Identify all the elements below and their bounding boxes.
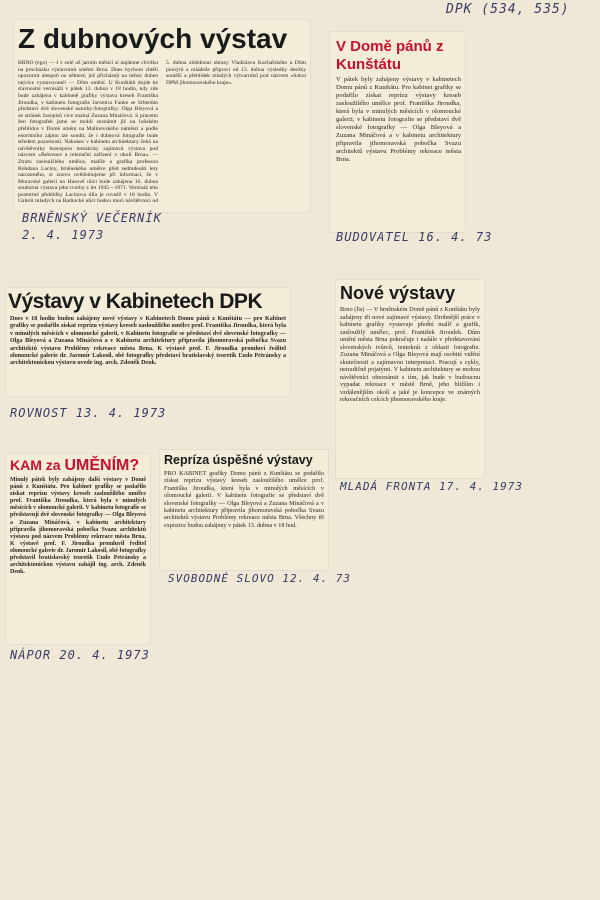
clipping-headline: Výstavy v Kabinetech DPK	[8, 290, 263, 313]
clipping-vystavy-v-kabinetech	[6, 288, 290, 396]
headline-part1: KAM za	[10, 457, 65, 473]
clipping-body-wrap	[6, 316, 290, 368]
clipping-body: BRNO (ego) — I v celé už jarním měsíci si najdeme chvilku na procházku výstavními síněmi Brna. Dnes bychom chtěli upozornit alespoň na některé, jež přicházejí na měsíc duben nejvíce vystavované! — Dům umění. U Kunštátů dojde ke slavnostní vernisáži v pátek 13. dubna v 18 hodin, kdy zde bude zahájena v kabinetě grafiky výstava kreseb Františka Jiroudka, v kabinetu fotografie Jaromíra Funke se Srbenům představí dvě slovenské autorky-fotografky: Olga Bleyová a ze stránek časopisů více známá Zuzana Mináčová. S pracemi žen fotografek jsme se mohli seznámit již na loňském přehlídce v Domě umění na Malinovského náměstí a podle enormního zájmu lze soudit, že i dubnová fotografie bude středem pozornosti. Nakonec v kabinetu architektury čeká na návštěvníky bezesporu tematicky zajímavá výstava pod názvem »Rekreace a rekreační zařízení v okolí Brna«. — Ztrátu zasloužilého umělce, malíře a grafika profesora Bohdana Laciny, brněnského umělce před sedmdesáti lety narozeného, si znovu uvědomujeme při informaci, že v Moravské galerii na Husově ulici bude zahájena 16. dubna souborná výstava jeho tvorby z let 1945—1971. Vernisáž této posmrtné přehlídky Lacinova díla je rovněž v 18 hodin. V Galerii mladých na Radnické ulici budou moci návštěvníci od 5. dubna zhlédnout obrazy Vladislava Kuchařského a Dům pionýrů a mládeže připraví od 13. dubna výsledky desítky soutěží a přehlídek mladých výtvarníků pod názvem »Salon DPM jihomoravského kraje«.	[18, 60, 306, 205]
clipping-source	[22, 211, 162, 225]
source-name: BUDOVATEL	[336, 230, 411, 244]
clipping-source	[168, 572, 351, 585]
source-date: 12. 4. 73	[282, 572, 351, 585]
source-date: 17. 4. 1973	[439, 480, 523, 493]
clipping-body-wrap	[6, 477, 150, 576]
clipping-body-columns	[14, 58, 310, 206]
headline-part2: UMĚNÍM?	[64, 457, 140, 474]
clipping-body: Dnes v 18 hodin budou zahájeny nové výstavy v Kabinetech Domu pánů z Kunštátu — pro Kabinet grafiky se podařilo získat reprízu výstavy kreseb zasloužilého umělce prof. Františka Jiroudka, která byla v minulých měsících v olomoucké galerii, v Kabinetu fotografie se představí dvě slovenské fotografky — Olga Bleyová a Zuzana Mináčová a v Kabinetu architektury připravila jihomoravská pobočka Svazu architektů výstavu Problémy rekreace města Brna. K výstavě prof. F. Jiroudka promluví ředitel olomoucké galerie dr. Jaromír Lakosil, obě fotografky představí bratislavský teoretik Ľudo Petránsky a architektonickou výstavu uvede ing. arch. Zdeněk Denk.	[10, 316, 286, 367]
clipping-headline: Nové výstavy	[340, 283, 456, 303]
headline-text: V Domě pánů z Kunštátu	[336, 38, 444, 73]
clipping-body: V pátek byly zahájeny výstavy v kabinetech Domu pánů z Kunštátu. Pro kabinet grafiky se podařilo získat reprízu výstavy kreseb zasloužilého umělce prof. Františka Jiroudka, která byla v minulých měsících v olomoucké galerii, v kabinetu fotografie se představí dvě slovenské fotografky — Olga Bleyová a Zuzana Mináčová a v kabinetu architektury připravila jihomoravská pobočka Svazu architektů výstavu Problémy rekreace města Brna.	[336, 76, 461, 163]
clipping-body-wrap	[330, 76, 465, 164]
source-date: 13. 4. 1973	[75, 406, 167, 420]
archive-page-numbers: 534, 535	[490, 2, 561, 17]
source-name: NÁPOR	[10, 648, 52, 662]
clipping-source	[10, 406, 166, 420]
clipping-body: PRO KABINET grafiky Domu pánů z Kunštátu se podařilo získat reprízu výstavy kreseb zasloužilého umělce prof. Františka Jiroudka, která byla v minulých měsících v olomoucké galerii. V kabinetu fotografie se představí dvě slovenské fotografky — Olga Bleyová a Zuzana Mináčová a v kabinetu architektury připravila jihomoravská pobočka Svazu architektů výstavu Problémy rekreace města Brna. Všechny tři expozice budou zahájeny v pátek 13. dubna v 18 hod.	[164, 470, 324, 529]
clipping-source	[336, 230, 492, 244]
source-name: MLADÁ FRONTA	[340, 480, 432, 493]
clipping-date: 2. 4. 1973	[22, 228, 105, 242]
source-date: 20. 4. 1973	[59, 648, 150, 662]
clipping-headline	[6, 454, 150, 477]
clipping-v-dome-panu	[330, 32, 465, 232]
archive-mark-label: DPK	[446, 2, 473, 17]
clipping-source	[340, 480, 523, 493]
clipping-source	[10, 648, 150, 662]
clipping-body-wrap	[160, 470, 328, 529]
clipping-headline	[330, 32, 465, 76]
clipping-body: Minulý pátek byly zahájeny další výstavy v Domě pánů z Kunštátu. Pro kabinet grafiky se podařilo získat reprízu výstavy kreseb zasloužilého umělce prof. Františka Jiroudka, která byla v minulých měsících v olomoucké galerii. V kabinetu fotografie se představují dvě slovenské fotografky — Olga Bleyová a Zuzana Mináčová, v kabinetu architektury připravila jihomoravská pobočka Svazu architektů výstavu pod názvem Problémy rekreace města Brna. K výstavě prof. F. Jiroudka promluvil ředitel olomoucké galerie dr. Jaromír Lakosil, obě fotografky představil bratislavský teoretik Ľudo Petránsky a architektonickou výstavu zahájil ing. arch. Zdeněk Denk.	[10, 477, 146, 576]
clipping-repriza-uspesne-vystavy	[160, 450, 328, 570]
clipping-z-dubnovych-vystav	[14, 20, 310, 212]
archive-mark: DPK (534, 535)	[446, 2, 570, 17]
source-date: 16. 4. 73	[418, 230, 493, 244]
clipping-kam-za-umenim	[6, 454, 150, 644]
clipping-body: Brno (lis) — V brněnském Domě pánů z Kunštátu byly zahájeny tři nové zajímavé výstavy. Drobnější práce v kabinetu grafiky vystavuje přední malíř a grafik, zasloužilý umělec, prof. František Jiroudek. Dům umění města Brna pokračuje i nadále v představování slovenských tvůrců, tentokrát z oblasti fotografie. Zuzana Mináčová a Olga Bleyová mají osobité vidění skutečnosti a zajímavou interpretaci. Pracují s cykly, netradičně pojatými. V kabinetu architektury se mohou návštěvníci obeznámit s tím, jak bude v budoucnu vypadat rekreace v městě Brně, jeho bližším i vzdálenějším okolí a jaké je koncepce ve známých rekreačních celcích jihomoravského kraje.	[340, 306, 480, 403]
source-name: SVOBODNÉ SLOVO	[168, 572, 275, 585]
clipping-nove-vystavy	[336, 280, 484, 478]
clipping-headline: Repríza úspěšné výstavy	[164, 453, 313, 467]
source-name: ROVNOST	[10, 406, 68, 420]
clipping-headline: Z dubnových výstav	[18, 23, 288, 54]
clipping-body-wrap	[336, 306, 484, 404]
source-name: BRNĚNSKÝ VEČERNÍK	[22, 211, 162, 225]
